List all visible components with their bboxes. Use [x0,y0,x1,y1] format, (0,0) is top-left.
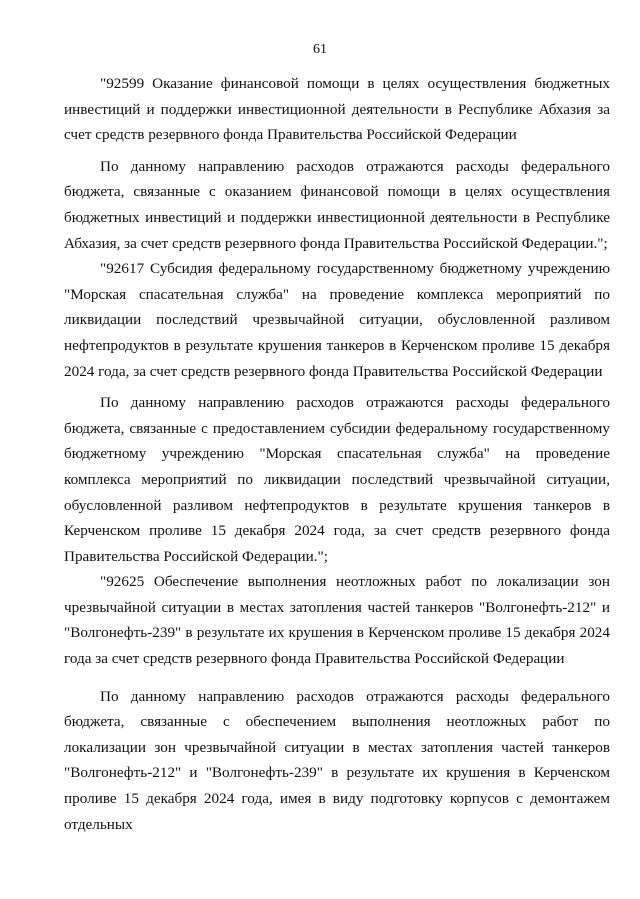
paragraph-92617-heading: "92617 Субсидия федеральному государственному бюджетному учреждению "Морская спасательная служба" на проведение комплекса мероприятий по ликвидации последствий чрезвычайной ситуации, обусловленной разливом нефтепродуктов в результате крушения танкеров в Керченском проливе 15 декабря 2024 года, за счет средств резервного фонда Правительства Российской Федерации [64,260,610,380]
paragraph-92617-description: По данному направлению расходов отражаются расходы федерального бюджета, связанные с предоставлением субсидии федеральному государственному бюджетному учреждению "Морская спасательная служба" на проведение комплекса мероприятий по ликвидации последствий чрезвычайной ситуации, обусловленной разливом нефтепродуктов в результате крушения танкеров в Керченском проливе 15 декабря 2024 года, за счет средств резервного фонда Правительства Российской Федерации."; [64,394,610,565]
paragraph-92625-description: По данному направлению расходов отражаются расходы федерального бюджета, связанные с обеспечением выполнения неотложных работ по локализации зон чрезвычайной ситуации в местах затопления частей танкеров "Волгонефть-212" и "Волгонефть-239" в результате их крушения в Керченском проливе 15 декабря 2024 года, имея в виду подготовку корпусов с демонтажем отдельных [64,687,610,833]
paragraph-92599-description: По данному направлению расходов отражаются расходы федерального бюджета, связанные с оказанием финансовой помощи в целях осуществления бюджетных инвестиций и поддержки инвестиционной деятельности в Республике Абхазия, за счет средств резервного фонда Правительства Российской Федерации."; [64,157,610,252]
page-number: 61 [313,42,327,57]
paragraph-92599-heading: "92599 Оказание финансовой помощи в целях осуществления бюджетных инвестиций и поддержки инвестиционной деятельности в Республике Абхазия за счет средств резервного фонда Правительства Российской Федерации [64,75,610,144]
paragraph-92625-heading: "92625 Обеспечение выполнения неотложных работ по локализации зон чрезвычайной ситуации в местах затопления частей танкеров "Волгонефть-212" и "Волгонефть-239" в результате их крушения в Керченском проливе 15 декабря 2024 года за счет средств резервного фонда Правительства Российской Федерации [64,573,610,668]
document-body [64,71,610,837]
